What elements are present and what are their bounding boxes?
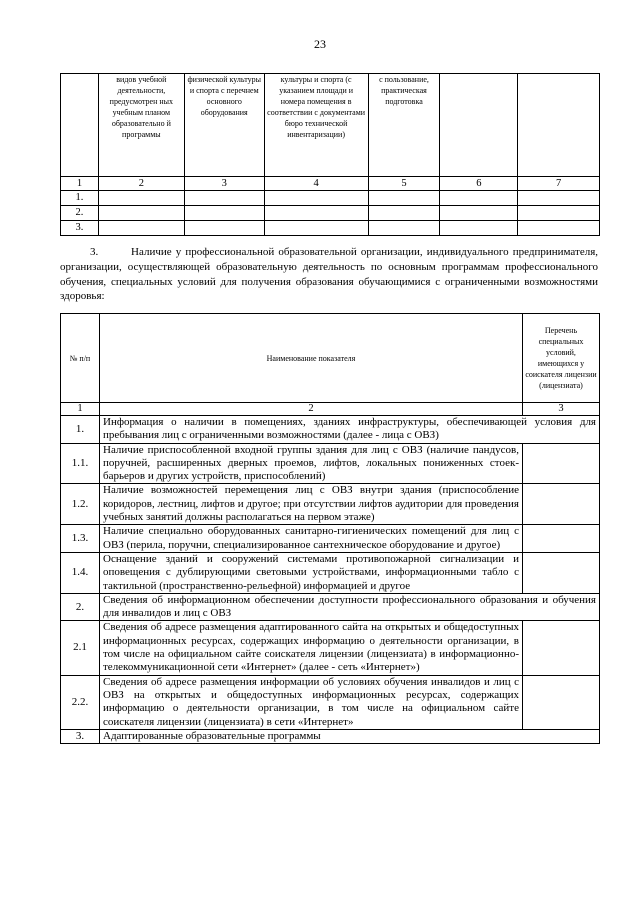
column-number: 3 [523,403,600,416]
column-number: 1 [61,403,100,416]
row-text: Информация о наличии в помещениях, зданиях инфраструктуры, обеспечивающей условия для пребывания лиц с ограниченными возможностями (далее - лица с ОВЗ) [100,416,600,444]
row-number: 1.1. [61,443,100,484]
paragraph-text: Наличие у профессиональной образовательной организации, индивидуального предпринимателя, организации, осуществляющей образовательную деятельность по основным программам профессионального обучения, специальных условий для получения образования обучающимися с ограниченными возможностями здоровья: [60,246,598,303]
row-number: 3. [61,221,99,236]
table1-header-cell: видов учебной деятельности, предусмотрен ных учебным планом образовательно й программы [98,74,184,177]
row-number: 2.2. [61,675,100,729]
special-conditions-table [60,313,600,744]
row-number: 1.2. [61,484,100,525]
row-text: Сведения об адресе размещения адаптированного сайта на открытых и общедоступных информационных ресурсах, содержащих информацию о деятельности организации, в том числе на официальном сайте соискателя лицензии (лицензиата) в информационно-телекоммуникационной сети «Интернет» (далее - сеть «Интернет») [100,621,523,675]
row-text: Наличие приспособленной входной группы здания для лиц с ОВЗ (наличие пандусов, поручней, расширенных дверных проемов, лифтов, локальных пониженных стоек-барьеров и других устройств, приспособлений) [100,443,523,484]
row-value-cell [523,484,600,525]
row-number: 3. [61,729,100,743]
page-number: 23 [314,37,326,51]
row-value-cell [523,525,600,553]
table1-column-numbers [61,177,600,191]
table1-header-cell: с пользование, практическая подготовка [368,74,440,177]
row-number: 1. [61,191,99,206]
table-row [61,525,600,553]
row-number: 2.1 [61,621,100,675]
table1-header-cell [440,74,518,177]
table2-column-numbers [61,403,600,416]
row-number: 1. [61,416,100,444]
row-number: 2. [61,206,99,221]
table-row [61,221,600,236]
table-row [61,443,600,484]
column-number: 5 [368,177,440,191]
table-row [61,416,600,444]
column-number: 1 [61,177,99,191]
column-number: 3 [184,177,264,191]
row-number: 1.4. [61,552,100,593]
column-number: 2 [100,403,523,416]
table2-header-row [61,314,600,403]
table1-header-cell: физической культуры и спорта с перечнем основного оборудования [184,74,264,177]
table-row [61,484,600,525]
table-row [61,593,600,621]
row-text: Наличие специально оборудованных санитарно-гигиенических помещений для лиц с ОВЗ (перила, поручни, специализированное сантехническое оборудование и другое) [100,525,523,553]
column-number: 6 [440,177,518,191]
column-number: 4 [264,177,368,191]
row-number: 2. [61,593,100,621]
paragraph-number: 3. [90,246,99,258]
column-number: 7 [518,177,600,191]
header-number: № п/п [61,314,100,403]
section-3-paragraph [60,245,598,304]
equipment-table [60,73,600,236]
table-row [61,552,600,593]
row-value-cell [523,675,600,729]
table-row [61,191,600,206]
table1-header-cell [518,74,600,177]
row-text: Сведения об информационном обеспечении доступности профессионального образования и обучения для инвалидов и лиц с ОВЗ [100,593,600,621]
row-value-cell [523,443,600,484]
row-number: 1.3. [61,525,100,553]
column-number: 2 [98,177,184,191]
table1-header-cell [61,74,99,177]
table1-header-row [61,74,600,177]
header-indicator-name: Наименование показателя [100,314,523,403]
header-conditions-list: Перечень специальных условий, имеющихся у соискателя лицензии (лицензиата) [523,314,600,403]
table-row [61,729,600,743]
row-text: Сведения об адресе размещения информации об условиях обучения инвалидов и лиц с ОВЗ на открытых и общедоступных информационных ресурсах, содержащих информацию о деятельности организации, в том числе на официальном сайте соискателя лицензии (лицензиата) в сети «Интернет» [100,675,523,729]
row-value-cell [523,621,600,675]
table1-header-cell: культуры и спорта (с указанием площади и номера помещения в соответствии с документами бюро технической инвентаризации) [264,74,368,177]
row-text: Наличие возможностей перемещения лиц с ОВЗ внутри здания (приспособление коридоров, лестниц, лифтов и другое; при отсутствии лифтов аудитории для проведения учебных занятий должны располагаться на первом этаже) [100,484,523,525]
table-row [61,621,600,675]
table-row [61,675,600,729]
table-row [61,206,600,221]
row-text: Адаптированные образовательные программы [100,729,600,743]
row-value-cell [523,552,600,593]
row-text: Оснащение зданий и сооружений системами противопожарной сигнализации и оповещения с дублирующими световыми устройствами, информационными табло с тактильной (пространственно-рельефной) информацией и другое [100,552,523,593]
